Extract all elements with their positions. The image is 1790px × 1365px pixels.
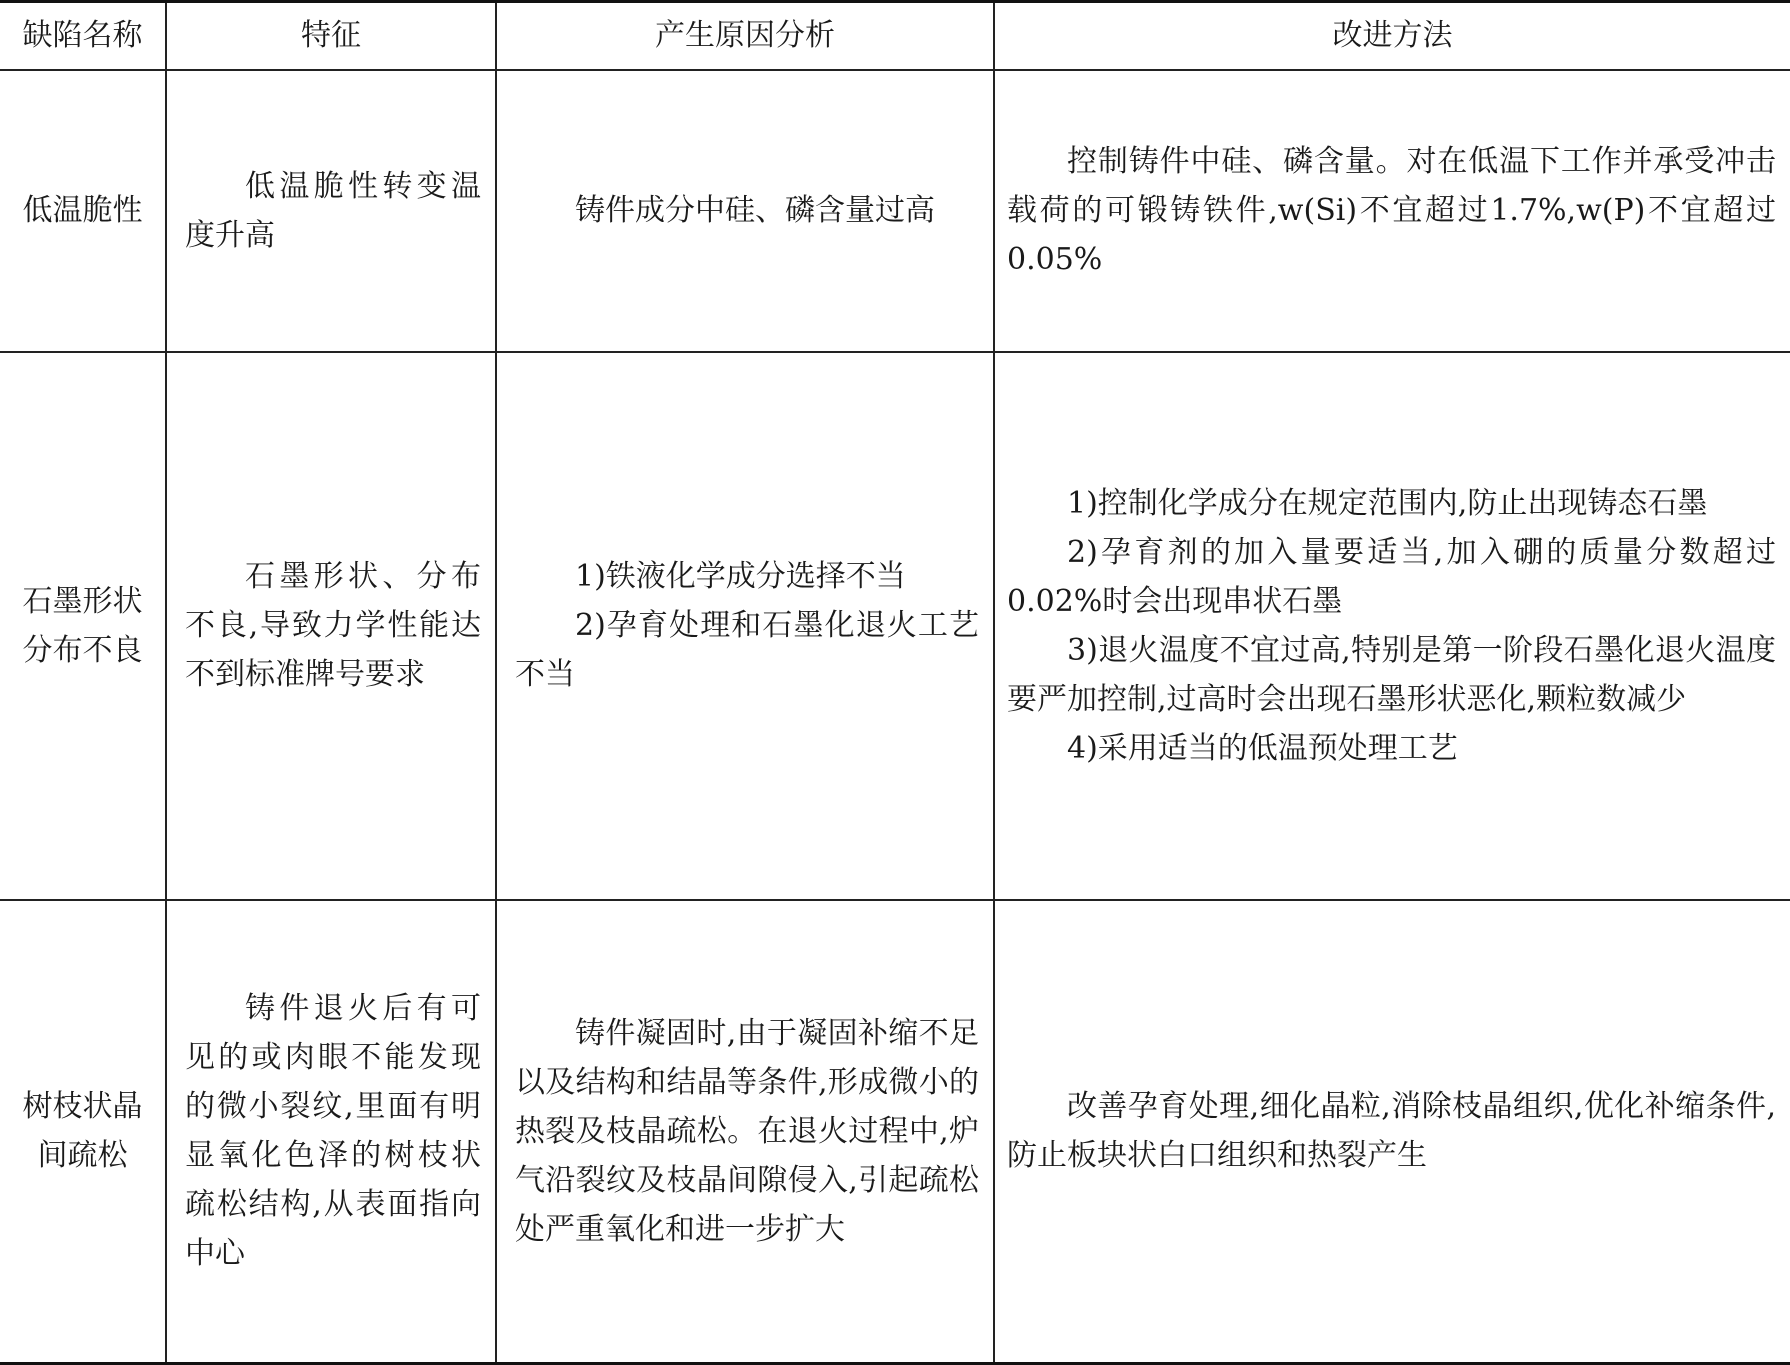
fix-cell: [994, 352, 1790, 900]
cause-text: 铸件成分中硅、磷含量过高: [575, 193, 935, 228]
table-row: [0, 900, 1790, 1364]
fix-item: 3)退火温度不宜过高,特别是第一阶段石墨化退火温度要严加控制,过高时会出现石墨形状恶化,颗粒数减少: [1007, 632, 1776, 717]
fix-item: 1)控制化学成分在规定范围内,防止出现铸态石墨: [1067, 485, 1708, 521]
header-row: [0, 2, 1790, 70]
feature-text: 铸件退火后有可见的或肉眼不能发现的微小裂纹,里面有明显氧化色泽的树枝状疏松结构,从表面指向中心: [185, 991, 481, 1272]
cause-cell: [496, 352, 994, 900]
cause-item: 1)铁液化学成分选择不当: [575, 559, 906, 594]
defect-name-line: 石墨形状: [22, 583, 143, 619]
header-cause: 产生原因分析: [496, 2, 994, 70]
defect-name-cell: [0, 70, 166, 352]
table-row: [0, 352, 1790, 900]
fix-item: 4)采用适当的低温预处理工艺: [1067, 730, 1458, 766]
fix-text: 改善孕育处理,细化晶粒,消除枝晶组织,优化补缩条件,防止板块状白口组织和热裂产生: [1007, 1089, 1776, 1174]
header-defect-name: 缺陷名称: [0, 2, 166, 70]
fix-cell: [994, 900, 1790, 1364]
defect-name-line: 树枝状晶: [22, 1089, 143, 1125]
defect-name-line: 间疏松: [37, 1138, 128, 1174]
fix-cell: [994, 70, 1790, 352]
cause-cell: [496, 900, 994, 1364]
cause-text: 铸件凝固时,由于凝固补缩不足以及结构和结晶等条件,形成微小的热裂及枝晶疏松。在退火过程中,炉气沿裂纹及枝晶间隙侵入,引起疏松处严重氧化和进一步扩大: [515, 1015, 979, 1247]
defect-name-line: 分布不良: [22, 632, 143, 668]
header-feature: 特征: [166, 2, 496, 70]
cause-cell: [496, 70, 994, 352]
feature-cell: [166, 352, 496, 900]
header-fix: 改进方法: [994, 2, 1790, 70]
feature-text: 石墨形状、分布不良,导致力学性能达不到标准牌号要求: [185, 559, 481, 692]
defect-name: 低温脆性: [22, 193, 143, 228]
feature-text: 低温脆性转变温度升高: [185, 168, 481, 253]
feature-cell: [166, 900, 496, 1364]
defect-name-cell: [0, 352, 166, 900]
table-row: [0, 70, 1790, 352]
fix-text: 控制铸件中硅、磷含量。对在低温下工作并承受冲击载荷的可锻铸铁件,w(Si)不宜超过1.7%,w(P)不宜超过0.05%: [1007, 144, 1776, 277]
feature-cell: [166, 70, 496, 352]
cause-item: 2)孕育处理和石墨化退火工艺不当: [515, 608, 979, 692]
fix-item: 2)孕育剂的加入量要适当,加入硼的质量分数超过0.02%时会出现串状石墨: [1007, 534, 1776, 619]
defect-name-cell: [0, 900, 166, 1364]
